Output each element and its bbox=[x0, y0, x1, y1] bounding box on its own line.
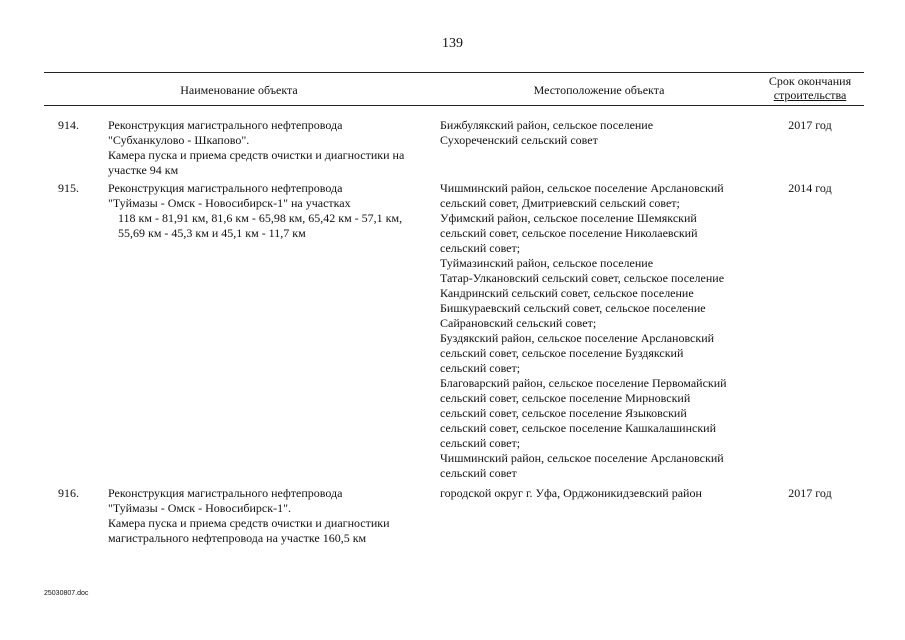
completion-term: 2017 год bbox=[788, 118, 832, 132]
location-line: Благоварский район, сельское поселение Первомайский bbox=[440, 376, 727, 390]
header-term-line2: строительства bbox=[773, 88, 847, 102]
object-location bbox=[440, 118, 758, 148]
name-line: "Туймазы - Омск - Новосибирск-1" на участках bbox=[108, 196, 351, 210]
name-line: Реконструкция магистрального нефтепровода bbox=[108, 118, 343, 132]
location-line: сельский совет; bbox=[440, 241, 521, 255]
name-line: "Туймазы - Омск - Новосибирск-1". bbox=[108, 501, 291, 515]
object-name bbox=[108, 486, 438, 546]
location-line: сельский совет; bbox=[440, 436, 521, 450]
table-header bbox=[44, 72, 864, 106]
location-line: городской округ г. Уфа, Орджоникидзевский район bbox=[440, 486, 702, 500]
row-number: 914. bbox=[58, 118, 79, 132]
object-name bbox=[108, 118, 438, 178]
name-line: магистрального нефтепровода на участке 160,5 км bbox=[108, 531, 367, 545]
name-line: участке 94 км bbox=[108, 163, 179, 177]
name-line: 118 км - 81,91 км, 81,6 км - 65,98 км, 65,42 км - 57,1 км, bbox=[118, 211, 403, 225]
object-name bbox=[108, 181, 438, 241]
location-line: сельский совет, сельское поселение Кашкалашинский bbox=[440, 421, 717, 435]
location-line: Бижбулякский район, сельское поселение bbox=[440, 118, 654, 132]
location-line: Татар-Улкановский сельский совет, сельское поселение bbox=[440, 271, 725, 285]
location-line: Чишминский район, сельское поселение Арслановский bbox=[440, 181, 724, 195]
header-term bbox=[756, 74, 864, 102]
location-line: Туймазинский район, сельское поселение bbox=[440, 256, 654, 270]
location-line: сельский совет bbox=[440, 466, 517, 480]
location-line: сельский совет, сельское поселение Николаевский bbox=[440, 226, 698, 240]
location-line: Бишкураевский сельский совет, сельское поселение bbox=[440, 301, 706, 315]
name-line: Камера пуска и приема средств очистки и диагностики на bbox=[108, 148, 405, 162]
location-line: сельский совет; bbox=[440, 361, 521, 375]
location-line: Чишминский район, сельское поселение Арслановский bbox=[440, 451, 724, 465]
row-number: 915. bbox=[58, 181, 79, 195]
name-line: Реконструкция магистрального нефтепровода bbox=[108, 181, 343, 195]
location-line: сельский совет, сельское поселение Буздякский bbox=[440, 346, 684, 360]
location-line: Кандринский сельский совет, сельское поселение bbox=[440, 286, 694, 300]
header-name: Наименование объекта bbox=[180, 83, 298, 97]
location-line: Буздякский район, сельское поселение Арслановский bbox=[440, 331, 715, 345]
location-line: Сайрановский сельский совет; bbox=[440, 316, 597, 330]
location-line: сельский совет, Дмитриевский сельский совет; bbox=[440, 196, 680, 210]
name-line: 55,69 км - 45,3 км и 45,1 км - 11,7 км bbox=[118, 226, 306, 240]
object-location bbox=[440, 486, 758, 501]
object-location bbox=[440, 181, 758, 481]
header-location: Местоположение объекта bbox=[533, 83, 665, 97]
file-name-footer: 25030807.doc bbox=[44, 590, 89, 597]
header-term-line1: Срок окончания bbox=[768, 74, 852, 88]
location-line: сельский совет, сельское поселение Языковский bbox=[440, 406, 687, 420]
location-line: Уфимский район, сельское поселение Шемякский bbox=[440, 211, 697, 225]
completion-term: 2014 год bbox=[788, 181, 832, 195]
page-number: 139 bbox=[442, 36, 463, 51]
name-line: "Субханкулово - Шкапово". bbox=[108, 133, 250, 147]
completion-term: 2017 год bbox=[788, 486, 832, 500]
name-line: Реконструкция магистрального нефтепровода bbox=[108, 486, 343, 500]
name-line: Камера пуска и приема средств очистки и диагностики bbox=[108, 516, 390, 530]
location-line: сельский совет, сельское поселение Мирновский bbox=[440, 391, 691, 405]
location-line: Сухореченский сельский совет bbox=[440, 133, 598, 147]
row-number: 916. bbox=[58, 486, 79, 500]
